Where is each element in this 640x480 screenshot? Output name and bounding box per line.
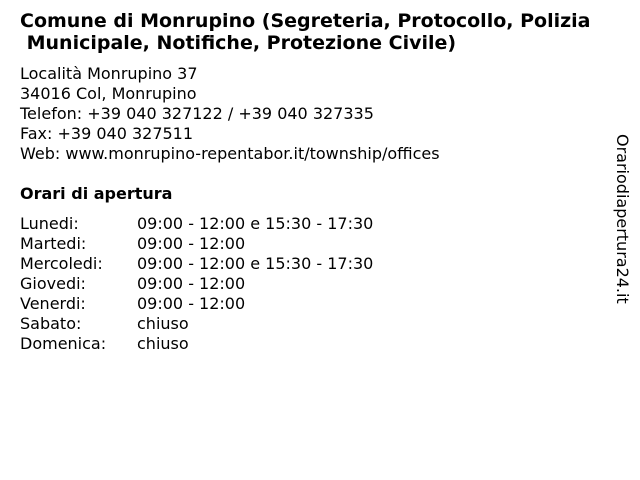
day-label: Mercoledi: xyxy=(20,254,103,273)
day-label: Venerdi: xyxy=(20,294,86,313)
day-hours: 09:00 - 12:00 xyxy=(137,294,246,313)
opening-hours-table xyxy=(20,214,373,354)
hours-heading: Orari di apertura xyxy=(20,184,173,203)
phone-numbers: Telefon: +39 040 327122 / +39 040 327335 xyxy=(20,104,374,123)
city-address: 34016 Col, Monrupino xyxy=(20,84,197,103)
hours-row-sabato xyxy=(20,314,373,334)
day-label: Martedi: xyxy=(20,234,87,253)
hours-row-domenica xyxy=(20,334,373,354)
address-block xyxy=(20,64,440,164)
day-hours: 09:00 - 12:00 xyxy=(137,274,246,293)
day-label: Giovedi: xyxy=(20,274,86,293)
day-hours: 09:00 - 12:00 e 15:30 - 17:30 xyxy=(137,254,374,273)
day-label: Sabato: xyxy=(20,314,82,333)
day-label: Domenica: xyxy=(20,334,107,353)
street-address: Località Monrupino 37 xyxy=(20,64,198,83)
fax-number: Fax: +39 040 327511 xyxy=(20,124,194,143)
day-hours: chiuso xyxy=(137,314,189,333)
day-hours: 09:00 - 12:00 e 15:30 - 17:30 xyxy=(137,214,374,233)
hours-row-lunedi xyxy=(20,214,373,234)
hours-row-venerdi xyxy=(20,294,373,314)
site-brand-watermark: Orariodiapertura24.it xyxy=(613,134,632,304)
day-hours: 09:00 - 12:00 xyxy=(137,234,246,253)
day-hours: chiuso xyxy=(137,334,189,353)
hours-row-martedi xyxy=(20,234,373,254)
hours-row-giovedi xyxy=(20,274,373,294)
day-label: Lunedi: xyxy=(20,214,79,233)
office-title: Comune di Monrupino (Segreteria, Protocollo, Polizia Municipale, Notifiche, Protezione Civile) xyxy=(20,10,591,54)
website: Web: www.monrupino-repentabor.it/township/offices xyxy=(20,144,440,163)
hours-row-mercoledi xyxy=(20,254,373,274)
